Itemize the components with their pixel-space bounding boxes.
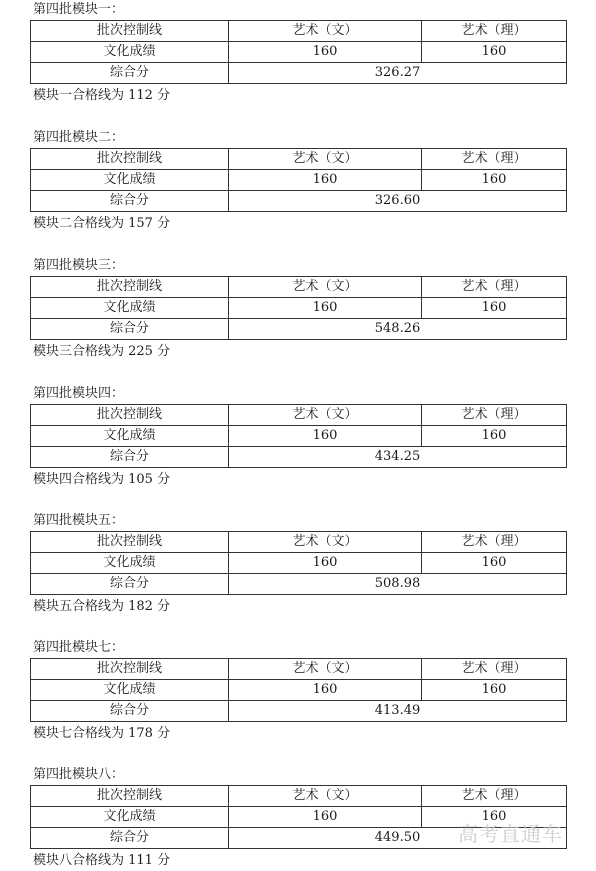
- header-art-wen: 艺术（文）: [229, 277, 422, 298]
- table-header-row: [31, 532, 567, 553]
- score-table: [30, 20, 567, 84]
- module-title: 第四批模块二：: [33, 130, 125, 145]
- pass-line-note: 模块一合格线为 112 分: [33, 88, 171, 103]
- composite-score-row: [31, 701, 567, 722]
- header-art-wen: 艺术（文）: [229, 21, 422, 42]
- culture-score-li: 160: [422, 42, 567, 63]
- composite-score-label: 综合分: [31, 63, 229, 84]
- header-batch-control-line: 批次控制线: [31, 786, 229, 807]
- composite-score-row: [31, 319, 567, 340]
- header-art-li: 艺术（理）: [422, 786, 567, 807]
- header-art-li: 艺术（理）: [422, 149, 567, 170]
- culture-score-row: [31, 680, 567, 701]
- culture-score-label: 文化成绩: [31, 426, 229, 447]
- composite-score-label: 综合分: [31, 191, 229, 212]
- header-art-wen: 艺术（文）: [229, 532, 422, 553]
- culture-score-li: 160: [422, 426, 567, 447]
- culture-score-row: [31, 553, 567, 574]
- composite-score-value: 548.26: [229, 319, 567, 340]
- culture-score-wen: 160: [229, 42, 422, 63]
- module-title: 第四批模块七：: [33, 640, 125, 655]
- culture-score-li: 160: [422, 680, 567, 701]
- watermark-text: 高考直通车: [458, 822, 563, 846]
- table-header-row: [31, 659, 567, 680]
- composite-score-row: [31, 191, 567, 212]
- culture-score-row: [31, 298, 567, 319]
- culture-score-li: 160: [422, 807, 567, 828]
- header-art-li: 艺术（理）: [422, 659, 567, 680]
- header-batch-control-line: 批次控制线: [31, 405, 229, 426]
- header-batch-control-line: 批次控制线: [31, 149, 229, 170]
- culture-score-label: 文化成绩: [31, 807, 229, 828]
- culture-score-wen: 160: [229, 807, 422, 828]
- module-title: 第四批模块五：: [33, 513, 125, 528]
- pass-line-note: 模块八合格线为 111 分: [33, 853, 171, 868]
- culture-score-label: 文化成绩: [31, 170, 229, 191]
- header-art-wen: 艺术（文）: [229, 786, 422, 807]
- culture-score-li: 160: [422, 298, 567, 319]
- composite-score-value: 508.98: [229, 574, 567, 595]
- culture-score-wen: 160: [229, 680, 422, 701]
- pass-line-note: 模块二合格线为 157 分: [33, 216, 171, 231]
- header-batch-control-line: 批次控制线: [31, 277, 229, 298]
- culture-score-wen: 160: [229, 426, 422, 447]
- score-table: [30, 404, 567, 468]
- composite-score-value: 413.49: [229, 701, 567, 722]
- culture-score-li: 160: [422, 553, 567, 574]
- pass-line-note: 模块三合格线为 225 分: [33, 344, 171, 359]
- composite-score-row: [31, 447, 567, 468]
- header-art-li: 艺术（理）: [422, 532, 567, 553]
- score-table: [30, 148, 567, 212]
- culture-score-label: 文化成绩: [31, 680, 229, 701]
- table-header-row: [31, 786, 567, 807]
- culture-score-row: [31, 426, 567, 447]
- table-header-row: [31, 277, 567, 298]
- table-header-row: [31, 405, 567, 426]
- header-art-wen: 艺术（文）: [229, 149, 422, 170]
- composite-score-value: 434.25: [229, 447, 567, 468]
- culture-score-label: 文化成绩: [31, 298, 229, 319]
- header-batch-control-line: 批次控制线: [31, 659, 229, 680]
- header-batch-control-line: 批次控制线: [31, 532, 229, 553]
- header-batch-control-line: 批次控制线: [31, 21, 229, 42]
- module-title: 第四批模块三：: [33, 258, 125, 273]
- module-title: 第四批模块八：: [33, 767, 125, 782]
- composite-score-value: 449.50: [229, 828, 567, 849]
- culture-score-wen: 160: [229, 553, 422, 574]
- composite-score-label: 综合分: [31, 574, 229, 595]
- composite-score-value: 326.27: [229, 63, 567, 84]
- table-header-row: [31, 149, 567, 170]
- composite-score-label: 综合分: [31, 701, 229, 722]
- header-art-wen: 艺术（文）: [229, 405, 422, 426]
- header-art-wen: 艺术（文）: [229, 659, 422, 680]
- score-table: [30, 658, 567, 722]
- header-art-li: 艺术（理）: [422, 21, 567, 42]
- pass-line-note: 模块四合格线为 105 分: [33, 472, 171, 487]
- table-header-row: [31, 21, 567, 42]
- composite-score-row: [31, 574, 567, 595]
- module-title: 第四批模块四：: [33, 386, 125, 401]
- header-art-li: 艺术（理）: [422, 405, 567, 426]
- culture-score-li: 160: [422, 170, 567, 191]
- composite-score-label: 综合分: [31, 447, 229, 468]
- pass-line-note: 模块七合格线为 178 分: [33, 726, 171, 741]
- module-title: 第四批模块一：: [33, 2, 125, 17]
- header-art-li: 艺术（理）: [422, 277, 567, 298]
- composite-score-label: 综合分: [31, 319, 229, 340]
- score-table: [30, 531, 567, 595]
- composite-score-row: [31, 63, 567, 84]
- culture-score-label: 文化成绩: [31, 42, 229, 63]
- composite-score-value: 326.60: [229, 191, 567, 212]
- culture-score-row: [31, 42, 567, 63]
- culture-score-label: 文化成绩: [31, 553, 229, 574]
- score-table: [30, 276, 567, 340]
- culture-score-row: [31, 170, 567, 191]
- culture-score-wen: 160: [229, 298, 422, 319]
- pass-line-note: 模块五合格线为 182 分: [33, 599, 171, 614]
- composite-score-label: 综合分: [31, 828, 229, 849]
- culture-score-wen: 160: [229, 170, 422, 191]
